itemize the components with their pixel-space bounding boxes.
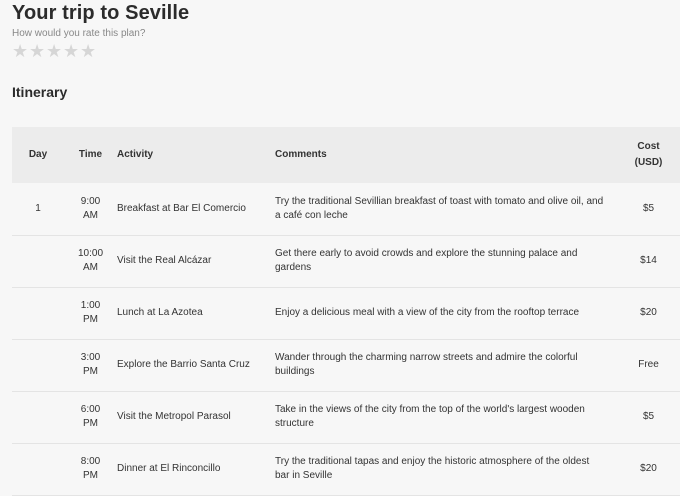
bottom-fade (0, 481, 680, 489)
time-value: 6:00 (80, 404, 101, 415)
cell-activity: Breakfast at Bar El Comercio (117, 202, 246, 214)
cost-header-label: Cost (637, 141, 660, 152)
time-period: PM (83, 314, 98, 325)
cell-time (64, 339, 117, 391)
cell-activity: Dinner at El Rinconcillo (117, 463, 221, 474)
page-title: Your trip to Seville (12, 2, 190, 24)
itinerary-heading: Itinerary (12, 84, 68, 100)
cell-cost: Free (638, 359, 659, 370)
cell-day (12, 287, 64, 339)
table-row (12, 287, 680, 339)
rating-prompt: How would you rate this plan? (12, 28, 146, 39)
time-period: AM (83, 262, 98, 273)
cell-cost: $20 (640, 463, 657, 474)
cell-cost: $5 (642, 202, 655, 214)
cell-activity: Explore the Barrio Santa Cruz (117, 359, 250, 370)
cell-time (64, 391, 117, 443)
cell-activity: Visit the Real Alcázar (117, 255, 212, 266)
table-row (12, 391, 680, 443)
star-icon-4[interactable]: ★ (63, 41, 80, 61)
column-header-cost (617, 127, 680, 183)
star-icon-2[interactable]: ★ (29, 41, 46, 61)
column-header-time: Time (78, 149, 103, 160)
table-row (12, 339, 680, 391)
column-header-day: Day (28, 149, 48, 160)
time-period: AM (83, 209, 98, 221)
cell-comments: Take in the views of the city from the top of the world's largest wooden structure (275, 404, 585, 429)
star-icon-5[interactable]: ★ (80, 41, 97, 61)
cell-activity: Lunch at La Azotea (117, 307, 203, 318)
cell-day (12, 339, 64, 391)
table-header-row (12, 127, 680, 183)
cell-comments: Enjoy a delicious meal with a view of the city from the rooftop terrace (275, 307, 580, 318)
star-rating[interactable] (12, 41, 96, 61)
cell-time (64, 235, 117, 287)
cell-comments: Try the traditional tapas and enjoy the historic atmosphere of the oldest bar in Seville (275, 456, 590, 481)
cell-cost: $14 (640, 255, 657, 266)
cell-cost: $5 (642, 411, 655, 422)
cell-day: 1 (35, 202, 41, 214)
star-icon-1[interactable]: ★ (12, 41, 29, 61)
itinerary-table (12, 127, 680, 496)
cell-time (64, 287, 117, 339)
time-value: 8:00 (80, 456, 101, 467)
cell-comments: Get there early to avoid crowds and explore the stunning palace and gardens (275, 248, 578, 273)
cell-day (12, 391, 64, 443)
time-value: 9:00 (80, 195, 101, 207)
time-value: 10:00 (77, 248, 104, 259)
cell-time (64, 183, 117, 235)
time-period: PM (83, 418, 98, 429)
table-row (12, 235, 680, 287)
time-period: PM (83, 470, 98, 481)
time-period: PM (83, 366, 98, 377)
table-row (12, 183, 680, 235)
cell-comments: Try the traditional Sevillian breakfast of toast with tomato and olive oil, and a café con leche (275, 195, 604, 221)
time-value: 1:00 (80, 300, 101, 311)
cost-header-unit: (USD) (634, 157, 663, 168)
column-header-comments: Comments (275, 149, 327, 160)
cell-day (12, 235, 64, 287)
column-header-activity: Activity (117, 149, 154, 160)
cell-cost: $20 (640, 307, 657, 318)
star-icon-3[interactable]: ★ (46, 41, 63, 61)
cell-comments: Wander through the charming narrow streets and admire the colorful buildings (275, 352, 578, 377)
time-value: 3:00 (80, 352, 101, 363)
cell-activity: Visit the Metropol Parasol (117, 411, 231, 422)
